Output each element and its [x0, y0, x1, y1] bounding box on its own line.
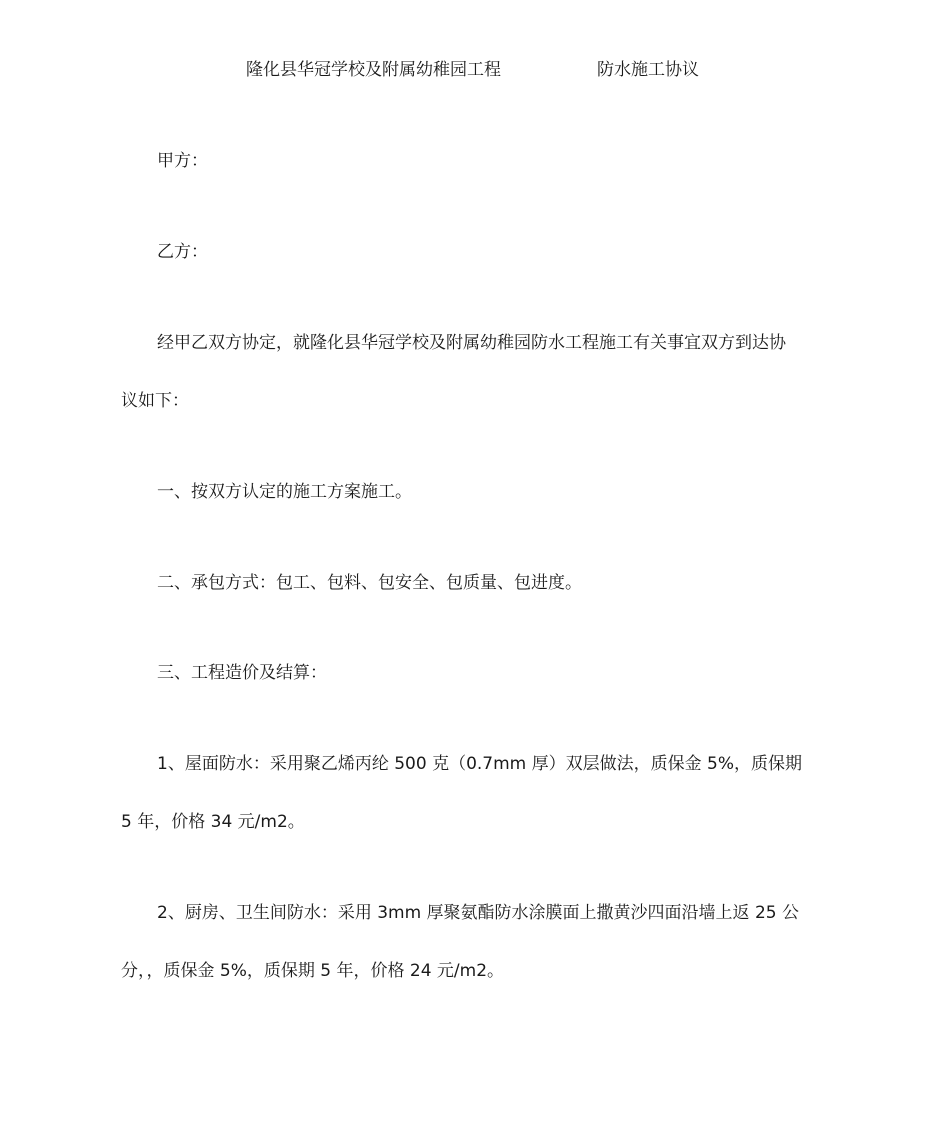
party-a-label: 甲方：: [157, 151, 208, 171]
title-document: 防水施工协议: [597, 60, 699, 80]
intro-paragraph-line-1: 经甲乙双方协定，就隆化县华冠学校及附属幼稚园防水工程施工有关事宜双方到达协: [157, 333, 786, 353]
clause-1: 一、按双方认定的施工方案施工。: [157, 482, 412, 502]
clause-3: 三、工程造价及结算：: [157, 663, 327, 683]
party-b-label: 乙方：: [157, 242, 208, 262]
intro-paragraph-line-2: 议如下：: [121, 391, 189, 411]
clause-2: 二、承包方式：包工、包料、包安全、包质量、包进度。: [157, 573, 582, 593]
item-2-line-2: 分，，质保金 5%，质保期 5 年，价格 24 元/m2。: [121, 961, 505, 981]
item-2-line-1: 2、厨房、卫生间防水：采用 3mm 厚聚氨酯防水涂膜面上撒黄沙四面沿墙上返 25 公: [157, 903, 799, 923]
item-1-line-2: 5 年，价格 34 元/m2。: [121, 812, 305, 832]
item-1-line-1: 1、屋面防水：采用聚乙烯丙纶 500 克（0.7mm 厚）双层做法，质保金 5%，质保期: [157, 754, 803, 774]
title-project: 隆化县华冠学校及附属幼稚园工程: [246, 60, 501, 80]
